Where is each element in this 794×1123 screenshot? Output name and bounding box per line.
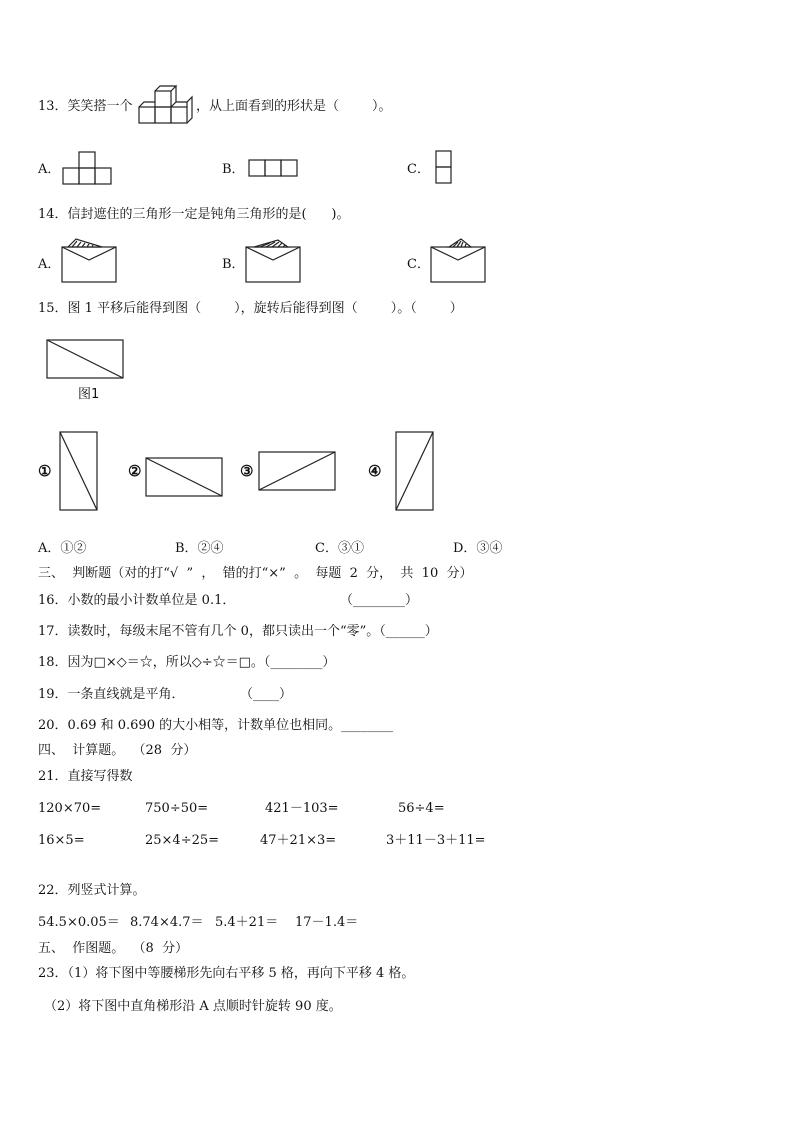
calc-item: 120×70= bbox=[38, 801, 102, 816]
section-4-title: 四、 计算题。 （28 分） bbox=[38, 743, 197, 758]
q13-text-after: ，从上面看到的形状是（ ）。 bbox=[196, 99, 392, 114]
vertical-calc-item: 54.5×0.05＝ bbox=[38, 915, 120, 930]
q13-text-before: 13．笑笑搭一个 bbox=[38, 99, 133, 114]
q20-text: 20．0.69 和 0.690 的大小相等，计数单位也相同。________ bbox=[38, 718, 394, 733]
shape-label-3: ③ bbox=[240, 462, 254, 480]
q16-answer-blank: （________） bbox=[340, 593, 419, 608]
q13-option-a-shape bbox=[63, 151, 111, 187]
calc-item: 750÷50= bbox=[145, 801, 209, 816]
shape-1-rectangle bbox=[60, 432, 99, 512]
q18-text: 18．因为□×◇＝☆，所以◇÷☆＝□。（________） bbox=[38, 655, 336, 670]
vertical-calc-item: 8.74×4.7＝ bbox=[130, 915, 204, 930]
cube-stack-figure bbox=[138, 86, 194, 126]
q14-option-b-envelope bbox=[246, 238, 302, 284]
q13-option-c-label: C． bbox=[407, 162, 430, 177]
vertical-calc-item: 5.4＋21＝ bbox=[215, 915, 279, 930]
shape-4-rectangle bbox=[396, 432, 435, 512]
q14-text: 14．信封遮住的三角形一定是钝角三角形的是( )。 bbox=[38, 207, 350, 222]
q14-option-c-label: C． bbox=[407, 257, 430, 272]
q14-option-b-label: B． bbox=[222, 257, 245, 272]
q13-option-c-shape bbox=[436, 151, 452, 185]
q13-option-b-shape bbox=[249, 160, 297, 178]
q14-option-a-envelope bbox=[62, 238, 118, 284]
figure-1-label: 图1 bbox=[78, 387, 100, 402]
q15-option-c: C．③① bbox=[315, 541, 364, 556]
calc-item: 47＋21×3= bbox=[260, 833, 337, 848]
figure-1-rectangle bbox=[47, 340, 125, 380]
calc-item: 421－103= bbox=[265, 801, 339, 816]
q16-text: 16．小数的最小计数单位是 0.1． bbox=[38, 593, 236, 608]
shape-label-4: ④ bbox=[368, 462, 382, 480]
q23-line-2: （2）将下图中直角梯形沿 A 点顺时针旋转 90 度。 bbox=[44, 999, 342, 1014]
q13-option-a-label: A． bbox=[38, 162, 61, 177]
q22-title: 22．列竖式计算。 bbox=[38, 883, 146, 898]
vertical-calc-item: 17－1.4＝ bbox=[295, 915, 359, 930]
calc-item: 25×4÷25= bbox=[145, 833, 220, 848]
q15-option-a: A．①② bbox=[38, 541, 87, 556]
q15-option-b: B．②④ bbox=[175, 541, 224, 556]
shape-2-rectangle bbox=[146, 458, 224, 498]
q15-option-d: D．③④ bbox=[453, 541, 503, 556]
calc-item: 3＋11－3＋11= bbox=[386, 833, 486, 848]
q23-line-1: 23．（1）将下图中等腰梯形先向右平移 5 格，再向下平移 4 格。 bbox=[38, 966, 415, 981]
q15-text: 15．图 1 平移后能得到图（ ），旋转后能得到图（ ）。（ ） bbox=[38, 301, 463, 316]
q17-text: 17．读数时，每级末尾不管有几个 0，都只读出一个“零”。（______） bbox=[38, 624, 438, 639]
shape-label-2: ② bbox=[128, 462, 142, 480]
q21-title: 21．直接写得数 bbox=[38, 769, 133, 784]
shape-3-rectangle bbox=[259, 452, 337, 492]
q14-option-c-envelope bbox=[431, 238, 487, 284]
q19-text: 19．一条直线就是平角． bbox=[38, 687, 185, 702]
q19-answer-blank: （____） bbox=[240, 687, 293, 702]
section-5-title: 五、 作图题。 （8 分） bbox=[38, 941, 189, 956]
section-3-title: 三、 判断题（对的打“√ ” ， 错的打“×” 。 每题 2 分， 共 10 分） bbox=[38, 566, 473, 581]
q13-option-b-label: B． bbox=[222, 162, 245, 177]
q14-option-a-label: A． bbox=[38, 257, 61, 272]
shape-label-1: ① bbox=[38, 462, 52, 480]
calc-item: 16×5= bbox=[38, 833, 85, 848]
calc-item: 56÷4= bbox=[398, 801, 445, 816]
